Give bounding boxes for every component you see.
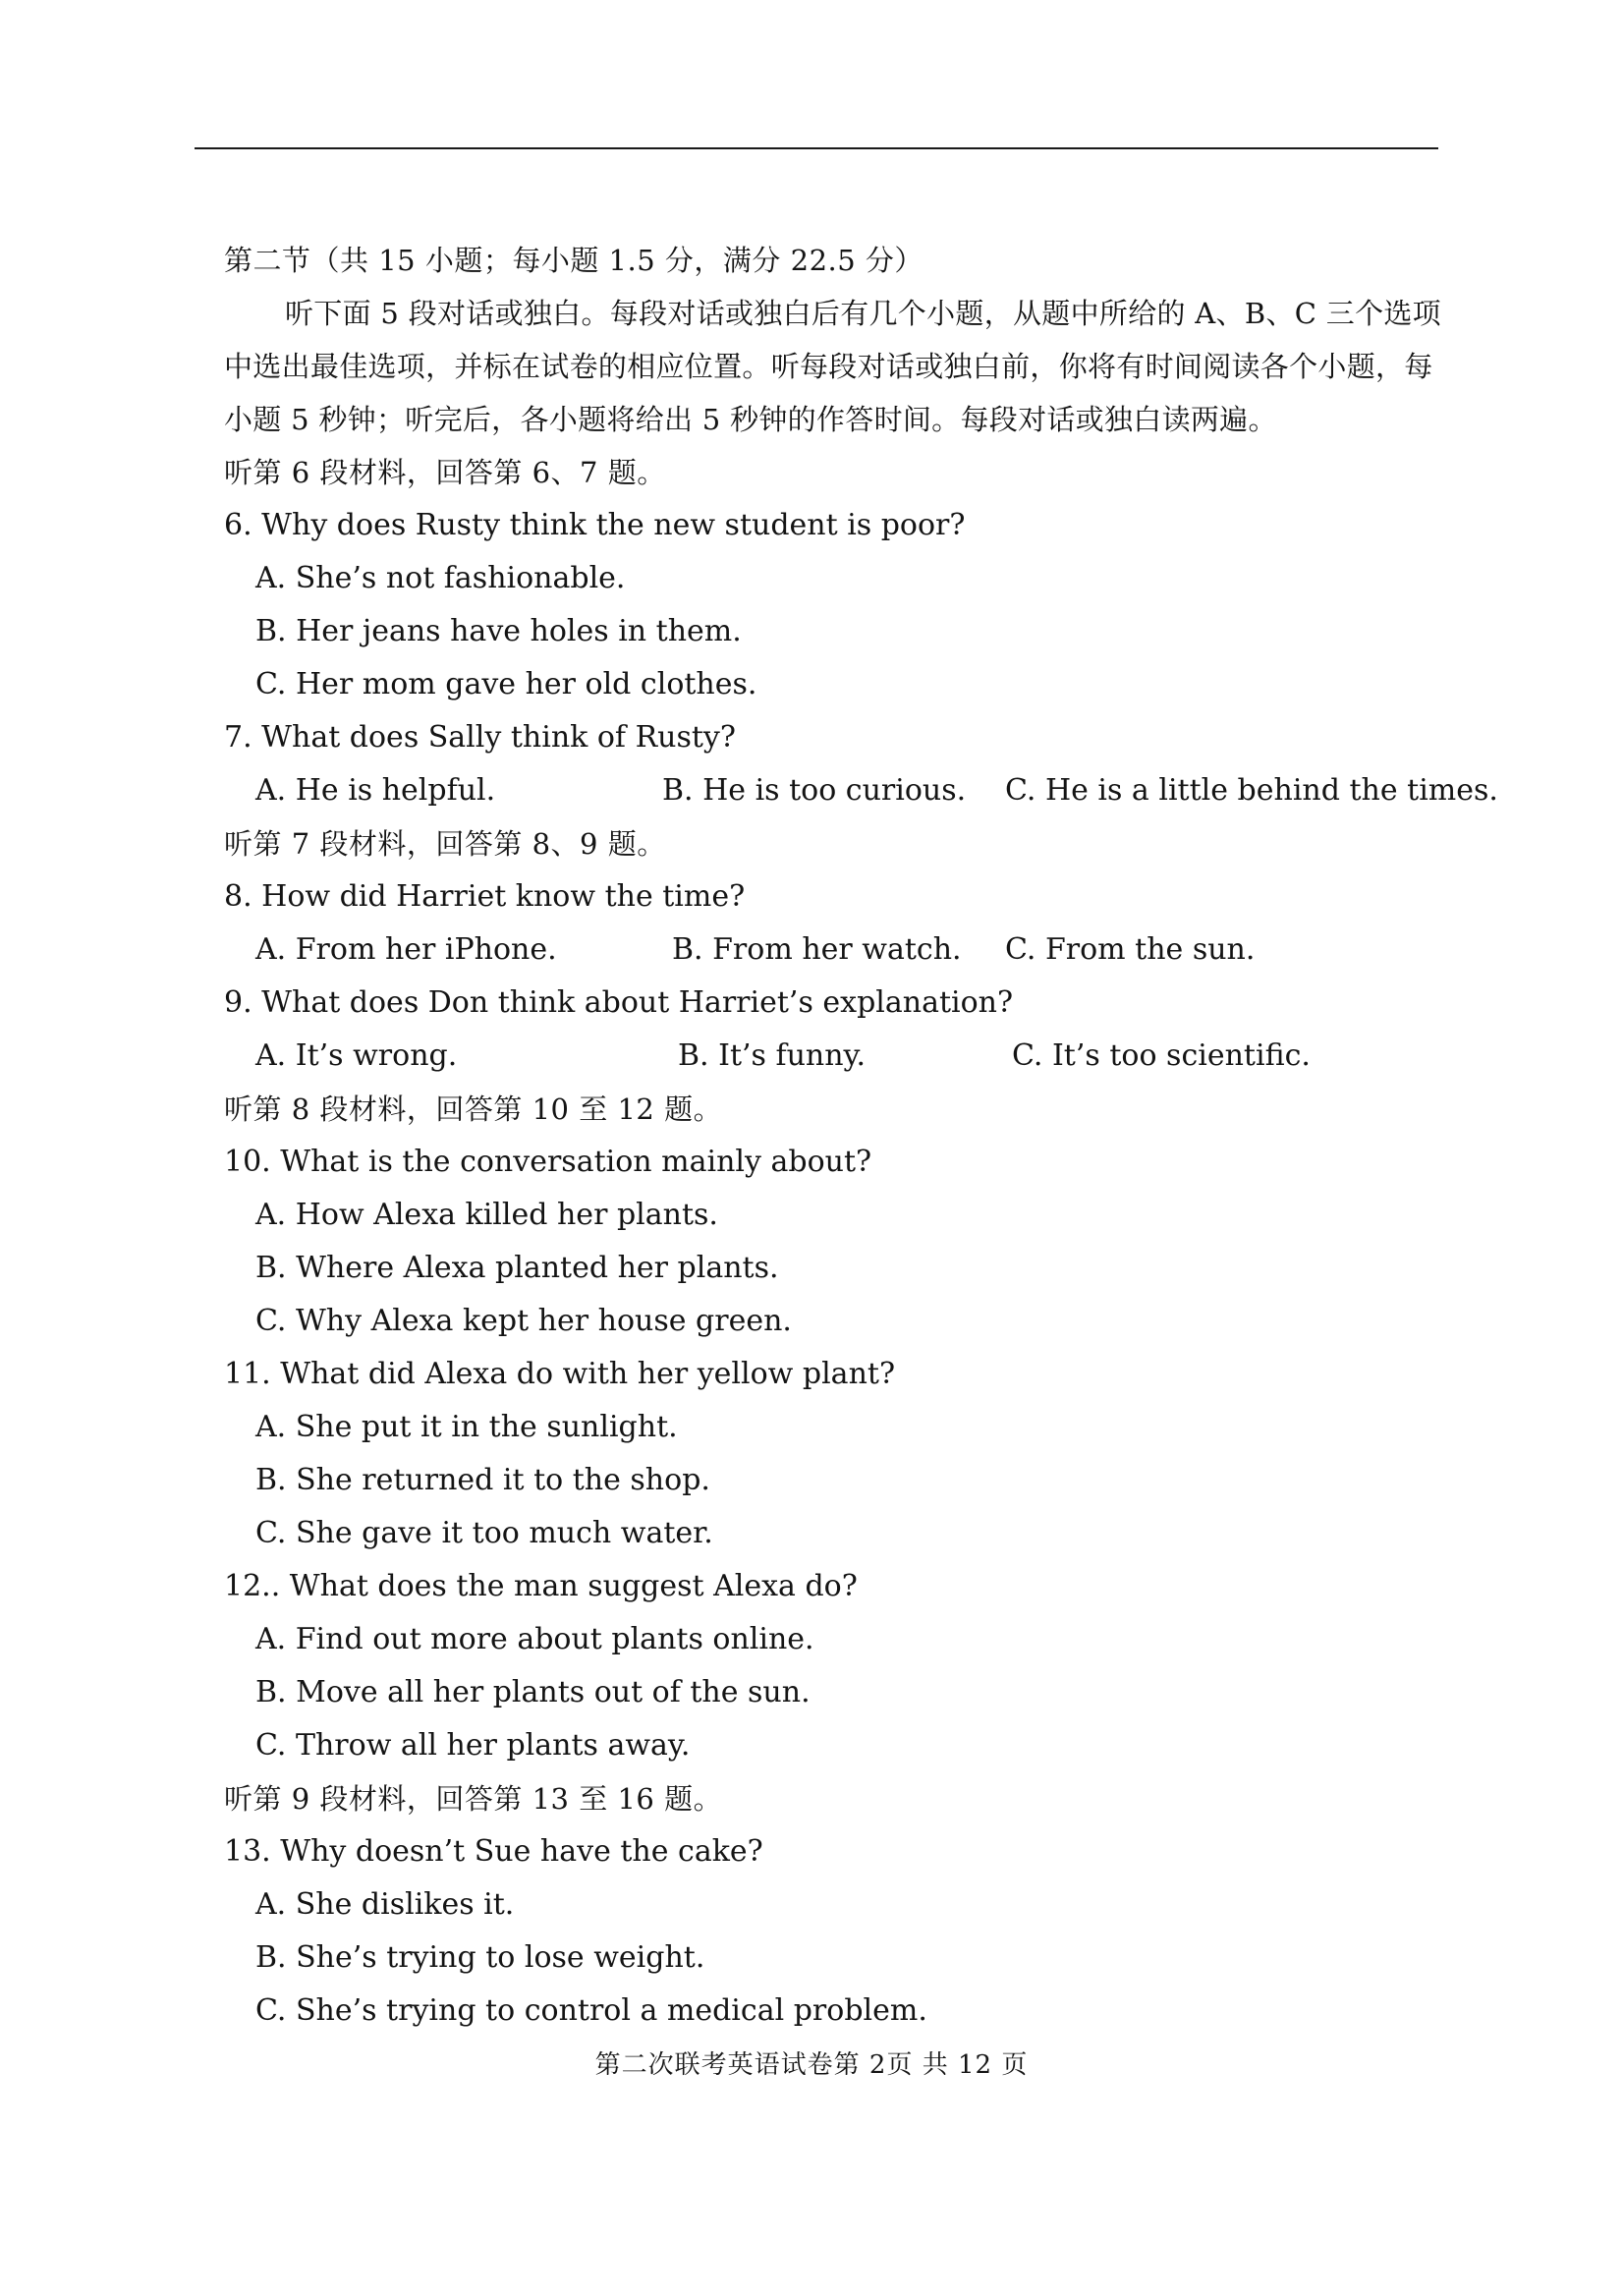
question-13-stem: 13. Why doesn’t Sue have the cake? xyxy=(224,1834,763,1869)
material-heading-6: 听第 6 段材料，回答第 6、7 题。 xyxy=(224,456,666,489)
material-heading-7: 听第 7 段材料，回答第 8、9 题。 xyxy=(224,827,666,861)
question-8-option-b: B. From her watch. xyxy=(672,932,962,967)
question-11-stem: 11. What did Alexa do with her yellow plant? xyxy=(224,1357,896,1391)
question-10-option-a: A. How Alexa killed her plants. xyxy=(255,1198,718,1232)
question-8-option-a: A. From her iPhone. xyxy=(255,932,557,967)
question-7-option-b: B. He is too curious. xyxy=(662,773,967,808)
instructions-line-3: 小题 5 秒钟；听完后，各小题将给出 5 秒钟的作答时间。每段对话或独白读两遍。 xyxy=(224,403,1277,436)
question-12-option-c: C. Throw all her plants away. xyxy=(255,1728,691,1763)
question-9-option-a: A. It’s wrong. xyxy=(255,1038,458,1073)
material-heading-8: 听第 8 段材料，回答第 10 至 12 题。 xyxy=(224,1092,723,1126)
question-12-option-b: B. Move all her plants out of the sun. xyxy=(255,1675,811,1709)
question-11-option-b: B. She returned it to the shop. xyxy=(255,1463,710,1497)
question-6-option-c: C. Her mom gave her old clothes. xyxy=(255,667,757,701)
section-header: 第二节（共 15 小题；每小题 1.5 分，满分 22.5 分） xyxy=(224,244,923,277)
question-9-option-c: C. It’s too scientific. xyxy=(1012,1038,1311,1073)
instructions-line-2: 中选出最佳选项，并标在试卷的相应位置。听每段对话或独白前，你将有时间阅读各个小题，每 xyxy=(224,350,1433,383)
question-9-option-b: B. It’s funny. xyxy=(678,1038,867,1073)
question-7-options xyxy=(224,764,1498,817)
question-9-stem: 9. What does Don think about Harriet’s explanation? xyxy=(224,985,1014,1020)
question-10-option-c: C. Why Alexa kept her house green. xyxy=(255,1304,792,1338)
question-11-option-c: C. She gave it too much water. xyxy=(255,1516,713,1550)
question-12-stem: 12.. What does the man suggest Alexa do? xyxy=(224,1569,858,1603)
question-13-option-c: C. She’s trying to control a medical problem. xyxy=(255,1993,927,2028)
question-13-option-a: A. She dislikes it. xyxy=(255,1887,515,1922)
question-13-option-b: B. She’s trying to lose weight. xyxy=(255,1940,705,1975)
material-heading-9: 听第 9 段材料，回答第 13 至 16 题。 xyxy=(224,1782,723,1816)
question-9-options xyxy=(224,1030,1472,1083)
question-10-stem: 10. What is the conversation mainly about? xyxy=(224,1145,872,1179)
question-6-option-a: A. She’s not fashionable. xyxy=(255,561,626,595)
top-rule xyxy=(195,147,1438,149)
instructions-line-1: 听下面 5 段对话或独白。每段对话或独白后有几个小题，从题中所给的 A、B、C 三个选项 xyxy=(285,297,1441,330)
question-6-stem: 6. Why does Rusty think the new student is poor? xyxy=(224,508,966,542)
question-8-stem: 8. How did Harriet know the time? xyxy=(224,879,746,914)
question-6-option-b: B. Her jeans have holes in them. xyxy=(255,614,742,648)
question-8-options xyxy=(224,924,1472,977)
question-10-option-b: B. Where Alexa planted her plants. xyxy=(255,1251,779,1285)
question-7-option-c: C. He is a little behind the times. xyxy=(1005,773,1498,808)
question-12-option-a: A. Find out more about plants online. xyxy=(255,1622,814,1656)
question-7-option-a: A. He is helpful. xyxy=(255,773,496,808)
exam-content xyxy=(224,234,1498,2038)
question-7-stem: 7. What does Sally think of Rusty? xyxy=(224,720,736,755)
page-footer: 第二次联考英语试卷第 2页 共 12 页 xyxy=(594,2050,1029,2080)
question-11-option-a: A. She put it in the sunlight. xyxy=(255,1410,678,1444)
question-8-option-c: C. From the sun. xyxy=(1005,932,1256,967)
